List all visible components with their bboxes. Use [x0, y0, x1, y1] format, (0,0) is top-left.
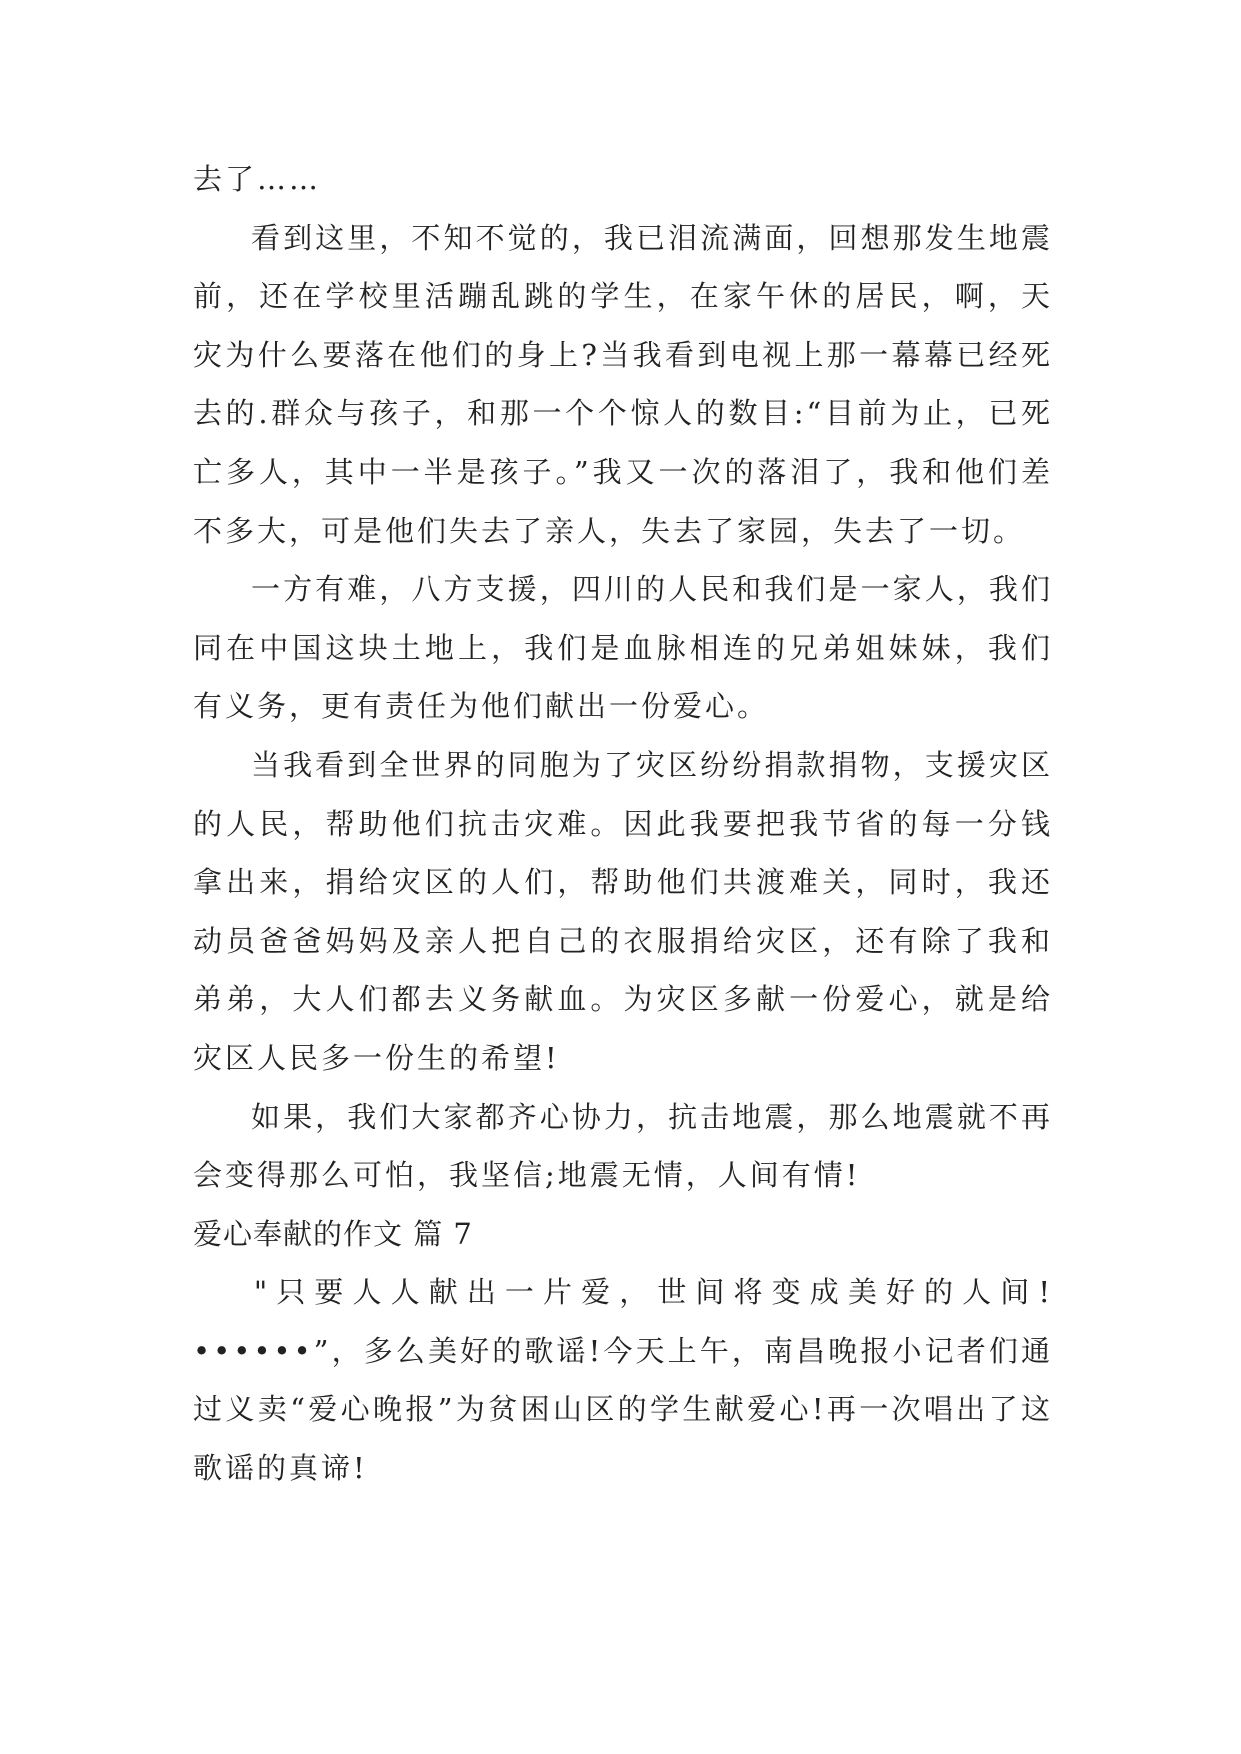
paragraph-donation: 当我看到全世界的同胞为了灾区纷纷捐款捐物，支援灾区的人民，帮助他们抗击灾难。因此我要把我节省的每一分钱拿出来，捐给灾区的人们，帮助他们共渡难关，同时，我还动员爸爸妈妈及亲人把自己的衣服捐给灾区，还有除了我和弟弟，大人们都去义务献血。为灾区多献一份爱心，就是给灾区人民多一份生的希望!: [193, 747, 1053, 1075]
paragraph-tears: 看到这里，不知不觉的，我已泪流满面，回想那发生地震前，还在学校里活蹦乱跳的学生，在家午休的居民，啊，天灾为什么要落在他们的身上?当我看到电视上那一幕幕已经死去的.群众与孩子，和那一个个惊人的数目:“目前为止，已死亡多人，其中一半是孩子。”我又一次的落泪了，我和他们差不多大，可是他们失去了亲人，失去了家园，失去了一切。: [193, 220, 1053, 548]
paragraph-song: "只要人人献出一片爱，世间将变成美好的人间!••••••”，多么美好的歌谣!今天上午，南昌晚报小记者们通过义卖“爱心晚报”为贫困山区的学生献爱心!再一次唱出了这歌谣的真谛!: [193, 1275, 1053, 1486]
document-body: [193, 150, 1053, 1498]
paragraph-support: 一方有难，八方支援，四川的人民和我们是一家人，我们同在中国这块土地上，我们是血脉相连的兄弟姐妹妹，我们有义务，更有责任为他们献出一份爱心。: [193, 572, 1053, 724]
section-heading: 爱心奉献的作文 篇 7: [193, 1216, 473, 1251]
paragraph-conclusion: 如果，我们大家都齐心协力，抗击地震，那么地震就不再会变得那么可怕，我坚信;地震无情，人间有情!: [193, 1099, 1053, 1193]
paragraph-continuation: 去了……: [193, 162, 322, 196]
